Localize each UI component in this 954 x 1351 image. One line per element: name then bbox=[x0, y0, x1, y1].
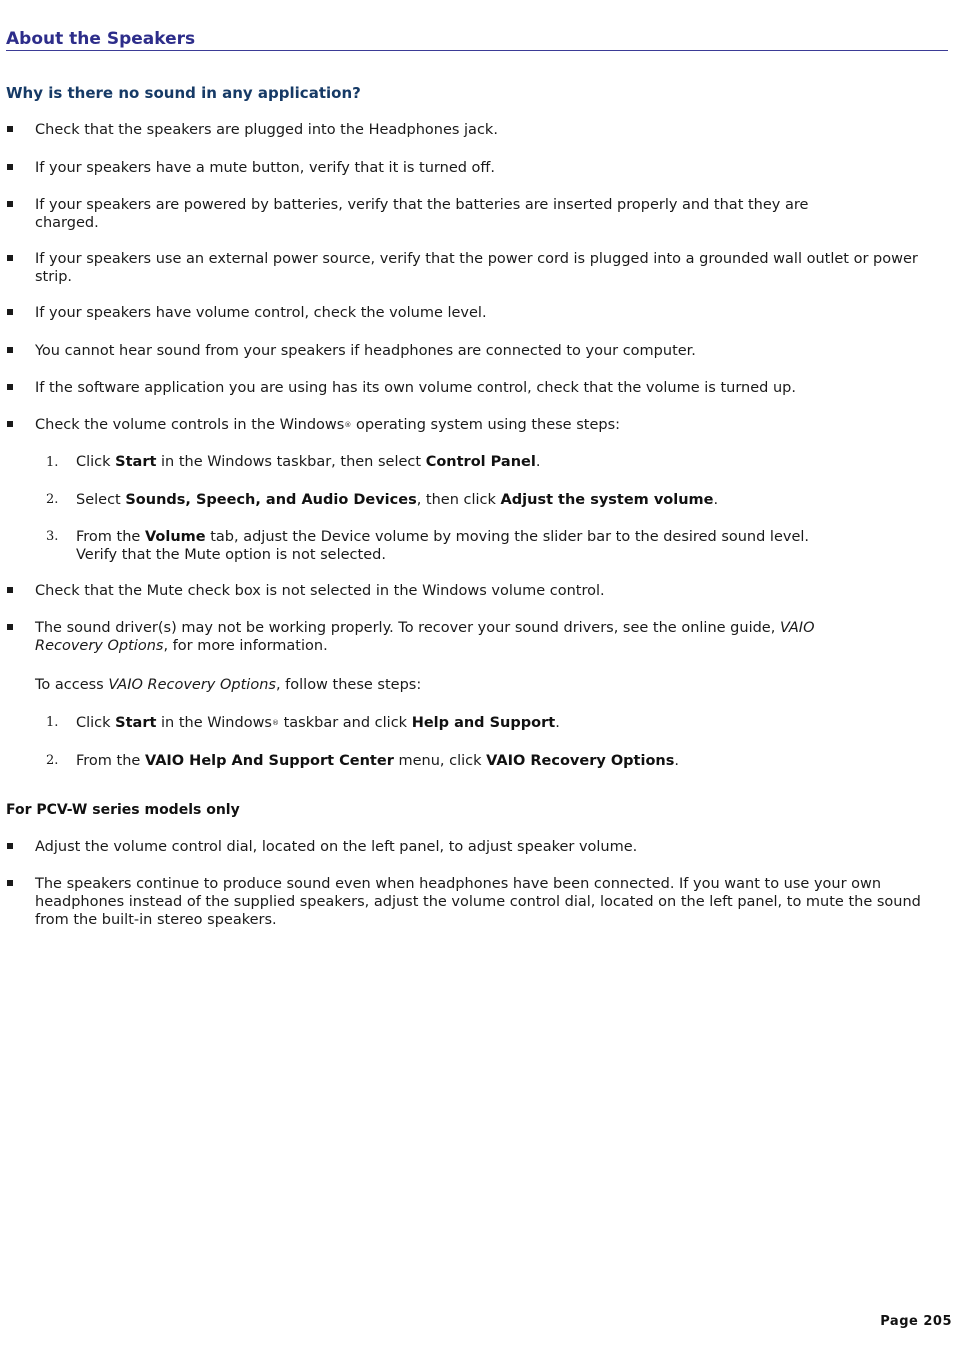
list-item-volume-controls: Check the volume controls in the Windows® operating system using these steps: bbox=[35, 417, 621, 433]
bullet-marker bbox=[7, 384, 13, 390]
page-title: About the Speakers bbox=[6, 29, 948, 51]
guide-title: VAIO Recovery Options bbox=[35, 620, 815, 654]
bullet-marker bbox=[7, 201, 13, 207]
step-item: From the VAIO Help And Support Center menu, click VAIO Recovery Options. bbox=[76, 753, 679, 769]
list-item: If your speakers have volume control, check the volume level. bbox=[35, 305, 487, 321]
list-item: Check that the speakers are plugged into the Headphones jack. bbox=[35, 122, 498, 138]
bullet-marker bbox=[7, 309, 13, 315]
bullet-marker bbox=[7, 255, 13, 261]
bullet-marker bbox=[7, 624, 13, 630]
step-number: 3. bbox=[46, 529, 59, 544]
list-item: If your speakers are powered by batteries, verify that the batteries are inserted properly and that they are charged. bbox=[35, 197, 809, 231]
section-heading: Why is there no sound in any application? bbox=[6, 84, 361, 102]
access-paragraph: To access VAIO Recovery Options, follow these steps: bbox=[35, 677, 422, 693]
list-item-driver: The sound driver(s) may not be working properly. To recover your sound drivers, see the online guide, VAIO Recovery Options, for more information. bbox=[35, 620, 815, 654]
list-item: Adjust the volume control dial, located on the left panel, to adjust speaker volume. bbox=[35, 839, 638, 855]
subheading: For PCV-W series models only bbox=[6, 802, 240, 818]
bullet-marker bbox=[7, 347, 13, 353]
list-item: You cannot hear sound from your speakers if headphones are connected to your computer. bbox=[35, 343, 696, 359]
step-item: Click Start in the Windows® taskbar and click Help and Support. bbox=[76, 715, 560, 731]
step-number: 2. bbox=[46, 492, 59, 507]
step-number: 1. bbox=[46, 455, 59, 470]
step-number: 1. bbox=[46, 715, 59, 730]
bullet-marker bbox=[7, 164, 13, 170]
step-item: From the Volume tab, adjust the Device volume by moving the slider bar to the desired sound level. Verify that the Mute option is not selected. bbox=[76, 529, 810, 563]
bullet-marker bbox=[7, 587, 13, 593]
registered-mark: ® bbox=[344, 421, 352, 429]
bullet-marker bbox=[7, 843, 13, 849]
registered-mark: ® bbox=[272, 719, 279, 727]
bullet-marker bbox=[7, 421, 13, 427]
list-item: If the software application you are using has its own volume control, check that the volume is turned up. bbox=[35, 380, 796, 396]
bullet-marker bbox=[7, 880, 13, 886]
step-item: Click Start in the Windows taskbar, then select Control Panel. bbox=[76, 454, 541, 470]
list-item: Check that the Mute check box is not selected in the Windows volume control. bbox=[35, 583, 605, 599]
list-item: If your speakers have a mute button, verify that it is turned off. bbox=[35, 160, 496, 176]
step-item: Select Sounds, Speech, and Audio Devices, then click Adjust the system volume. bbox=[76, 492, 719, 508]
bullet-marker bbox=[7, 126, 13, 132]
step-number: 2. bbox=[46, 753, 59, 768]
list-item: The speakers continue to produce sound even when headphones have been connected. If you want to use your own headphones instead of the supplied speakers, adjust the volume control dial, located on the left panel, to mute the sound from the built-in stereo speakers. bbox=[35, 876, 921, 928]
page-number: Page 205 bbox=[880, 1314, 952, 1329]
list-item: If your speakers use an external power source, verify that the power cord is plugged into a grounded wall outlet or power strip. bbox=[35, 251, 918, 285]
